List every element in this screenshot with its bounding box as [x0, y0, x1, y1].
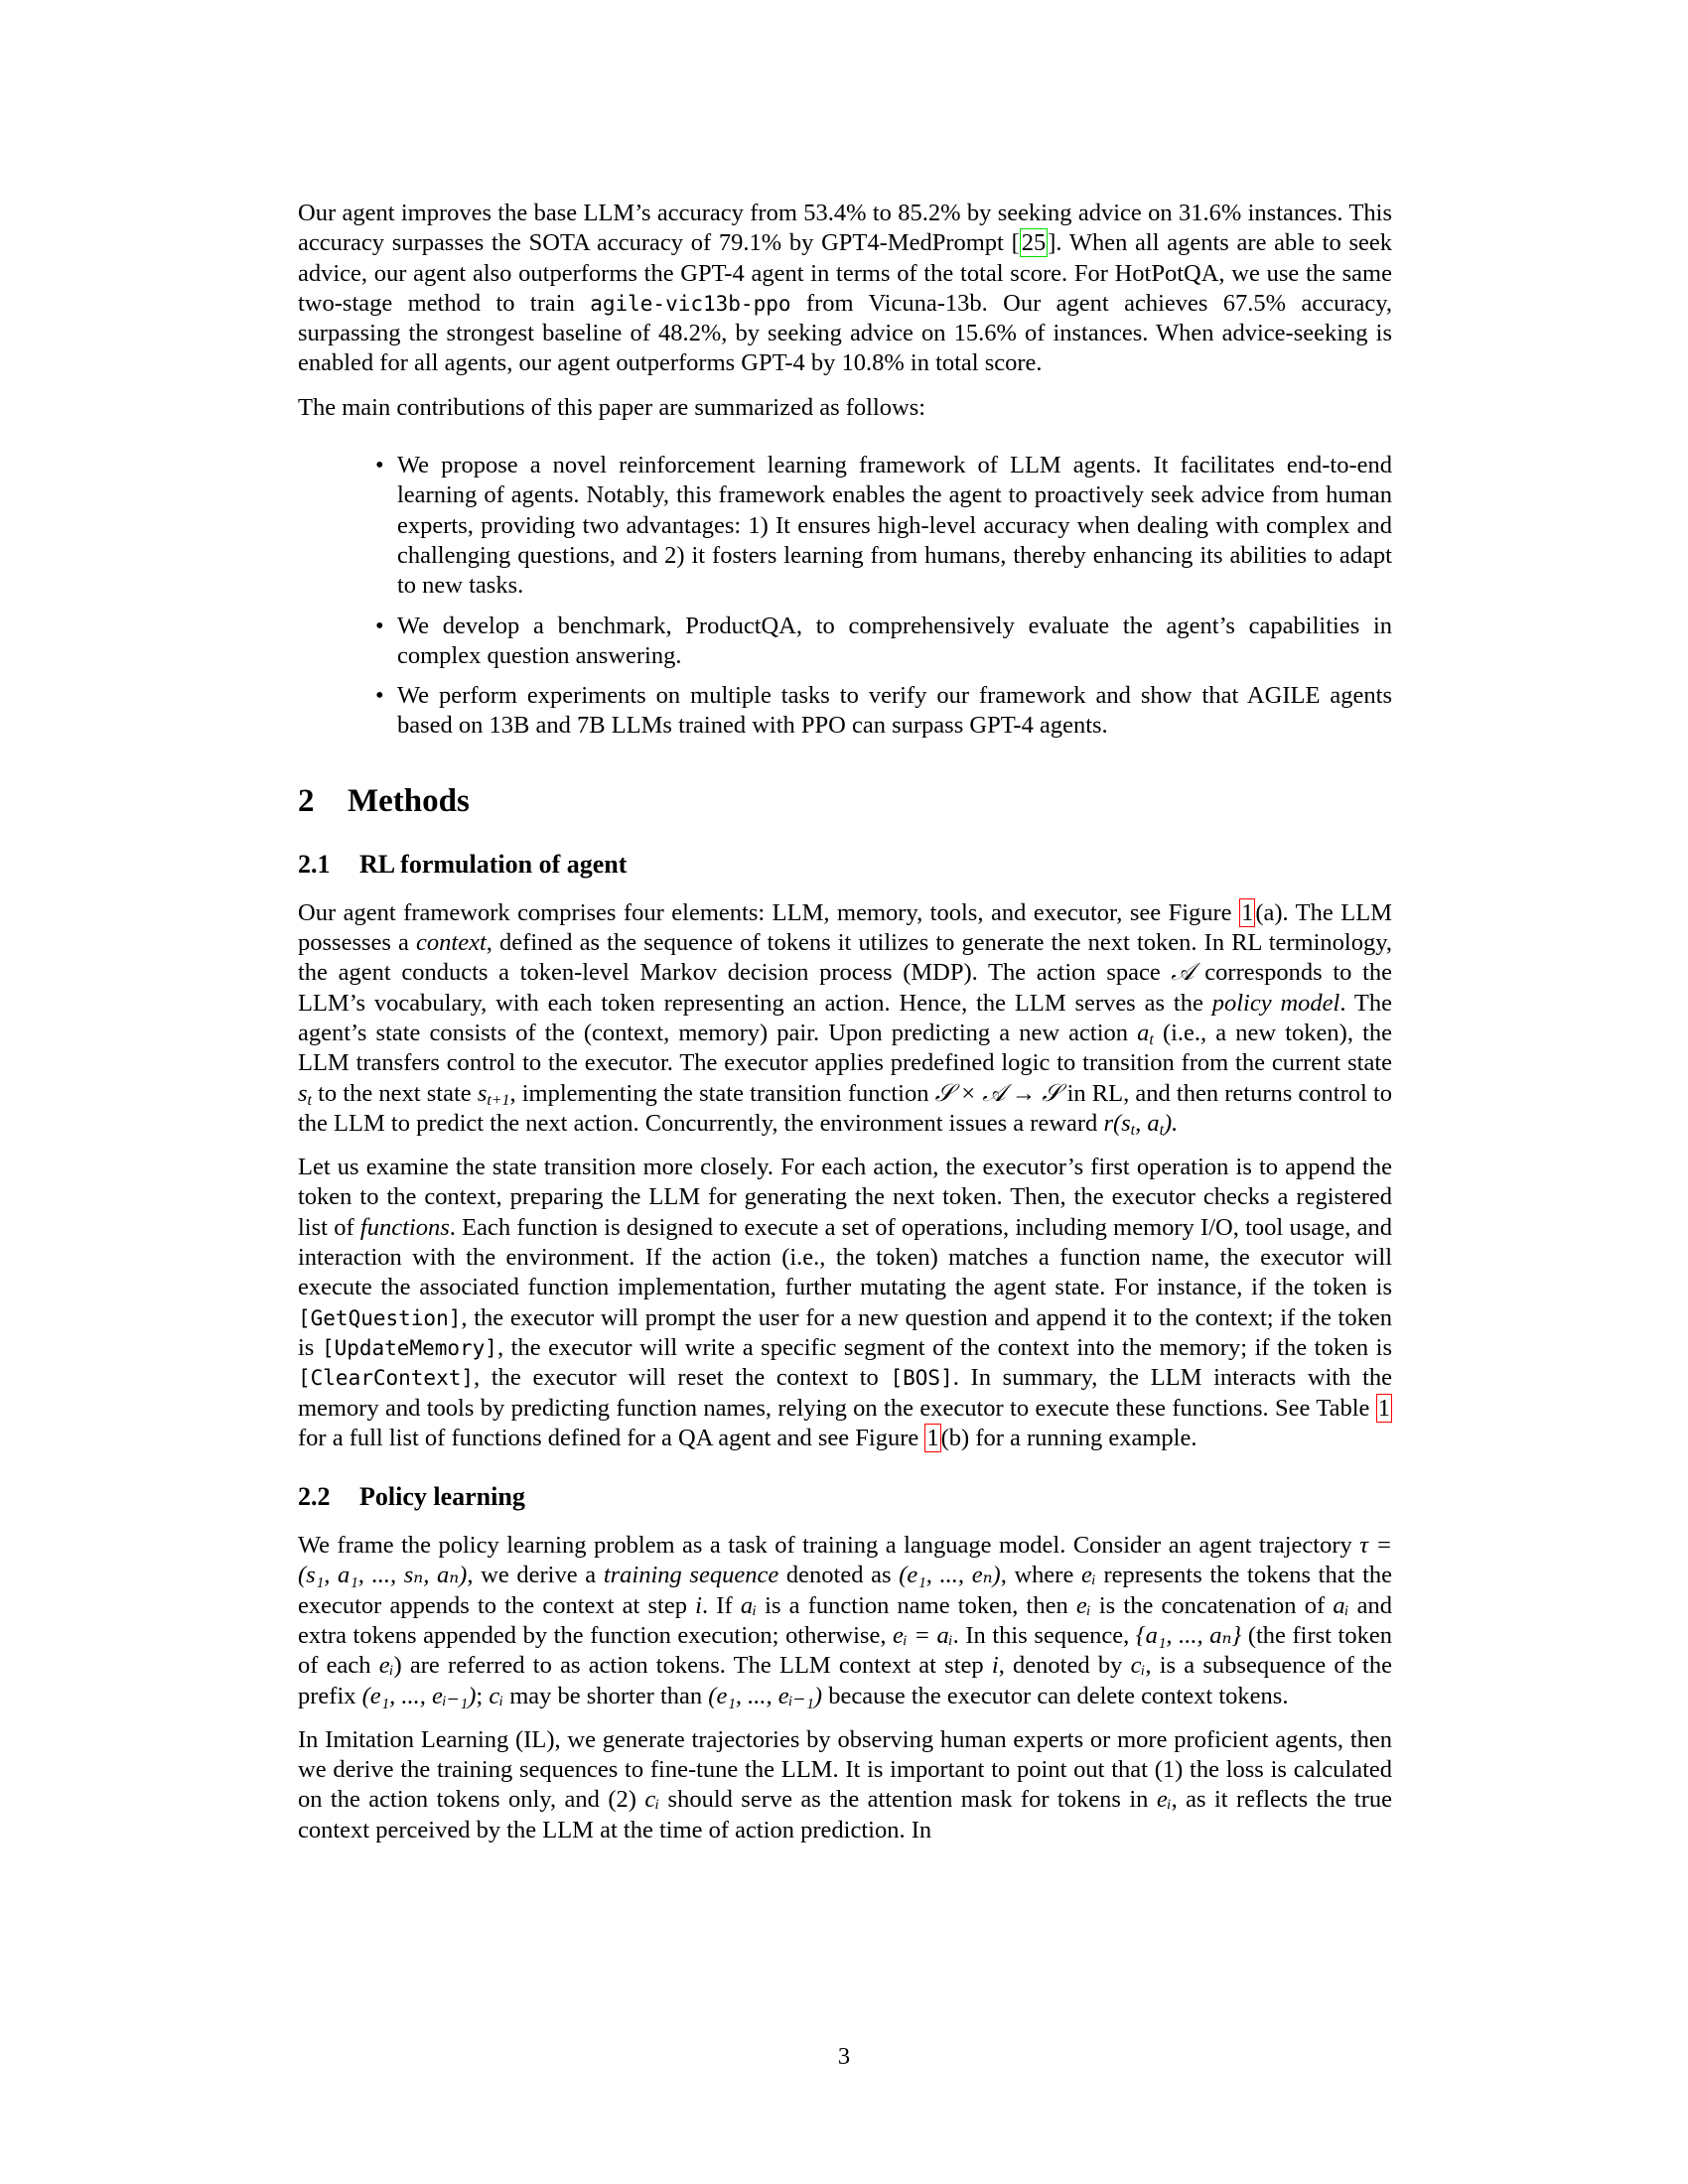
- list-item: • We propose a novel reinforcement learning framework of LLM agents. It facilitates end-to-end learning of agents. Notably, this framework enables the agent to proactively seek advice from human experts, providing two advantages: 1) It ensures high-level accuracy when dealing with complex and challenging questions, and 2) it fosters learning from humans, thereby enhancing its abilities to adapt to new tasks.: [375, 452, 1392, 600]
- subsection-heading-rl-formulation: 2.1 RL formulation of agent: [298, 849, 628, 879]
- subsection-heading-policy-learning: 2.2 Policy learning: [298, 1482, 525, 1512]
- list-item: • We perform experiments on multiple tasks to verify our framework and show that AGILE agents based on 13B and 7B LLMs trained with PPO can surpass GPT-4 agents.: [375, 682, 1392, 740]
- rl-paragraph-2: Let us examine the state transition more closely. For each action, the executor’s first operation is to append the token to the context, preparing the LLM for generating the next token. Then, the executor checks a registered list of functions. Each function is designed to execute a set of operations, including memory I/O, tool usage, and interaction with the environment. If the action (i.e., the token) matches a function name, the executor will execute the associated function implementation, further mutating the agent state. For instance, if the token is [GetQuestion], the executor will prompt the user for a new question and append it to the context; if the token is [UpdateMemory], the executor will write a specific segment of the context into the memory; if the token is [ClearContext], the executor will reset the context to [BOS]. In summary, the LLM interacts with the memory and tools by predicting function names, relying on the executor to execute these functions. See Table 1 for a full list of functions defined for a QA agent and see Figure 1(b) for a running example.: [298, 1154, 1393, 1451]
- rl-paragraph-1: Our agent framework comprises four elements: LLM, memory, tools, and executor, see Figure 1(a). The LLM possesses a context, defined as the sequence of tokens it utilizes to generate the next token. In RL terminology, the agent conducts a token-level Markov decision process (MDP). The action space 𝒜 corresponds to the LLM’s vocabulary, with each token representing an action. Hence, the LLM serves as the policy model. The agent’s state consists of the (context, memory) pair. Upon predicting a new action $a_t$ (i.e., a new token), the LLM transfers control to the executor. The executor applies predefined logic to transition from the current state $s_t$ to the next state $s_{t+1}$, implementing the state transition function 𝒮 × 𝒜 → 𝒮 in RL, and then returns control to the LLM to predict the next action. Concurrently, the environment issues a reward $r(s_t$, $a_t$).: [298, 898, 1393, 1139]
- section-heading-methods: 2 Methods: [298, 782, 470, 819]
- figure-link[interactable]: 1: [1241, 898, 1254, 926]
- function-token-code: [GetQuestion]: [298, 1305, 462, 1330]
- function-token-code: [ClearContext]: [298, 1366, 475, 1391]
- paper-page: [298, 199, 1392, 1845]
- citation-link[interactable]: 25: [1021, 229, 1047, 257]
- intro-paragraph-1: Our agent improves the base LLM’s accuracy from 53.4% to 85.2% by seeking advice on 31.6% instances. This accuracy surpasses the SOTA accuracy of 79.1% by GPT4-MedPrompt [25]. When all agents are able to seek advice, our agent also outperforms the GPT-4 agent in terms of the total score. For HotPotQA, we use the same two-stage method to train agile-vic13b-ppo from Vicuna-13b. Our agent achieves 67.5% accuracy, surpassing the strongest baseline of 48.2%, by seeking advice on 15.6% of instances. When advice-seeking is enabled for all agents, our agent outperforms GPT-4 by 10.8% in total score.: [298, 200, 1393, 377]
- list-item: • We develop a benchmark, ProductQA, to comprehensively evaluate the agent’s capabilities in complex question answering.: [375, 612, 1392, 669]
- function-token-code: [BOS]: [890, 1366, 953, 1391]
- policy-paragraph-1: We frame the policy learning problem as a task of training a language model. Consider an agent trajectory τ = (s₁, a₁, ..., sₙ, aₙ), we derive a training sequence denoted as (e₁, ..., eₙ), where eᵢ represents the tokens that the executor appends to the context at step i. If aᵢ is a function name token, then eᵢ is the concatenation of aᵢ and extra tokens appended by the function execution; otherwise, eᵢ = aᵢ. In this sequence, {a₁, ..., aₙ} (the first token of each eᵢ) are referred to as action tokens. The LLM context at step i, denoted by cᵢ, is a subsequence of the prefix (e₁, ..., eᵢ₋₁); cᵢ may be shorter than (e₁, ..., eᵢ₋₁) because the executor can delete context tokens.: [298, 1532, 1393, 1709]
- intro-paragraph-2: The main contributions of this paper are summarized as follows:: [298, 393, 926, 421]
- figure-link[interactable]: 1: [926, 1424, 939, 1451]
- model-name-code: agile-vic13b-ppo: [590, 291, 791, 316]
- policy-paragraph-2: In Imitation Learning (IL), we generate trajectories by observing human experts or more proficient agents, then we derive the training sequences to fine-tune the LLM. It is important to point out that (1) the loss is calculated on the action tokens only, and (2) cᵢ should serve as the attention mask for tokens in eᵢ, as it reflects the true context perceived by the LLM at the time of action prediction. In: [298, 1725, 1393, 1843]
- function-token-code: [UpdateMemory]: [321, 1335, 497, 1360]
- page-number: 3: [837, 2043, 851, 2070]
- table-link[interactable]: 1: [1377, 1394, 1391, 1422]
- contribution-list: [298, 451, 1392, 742]
